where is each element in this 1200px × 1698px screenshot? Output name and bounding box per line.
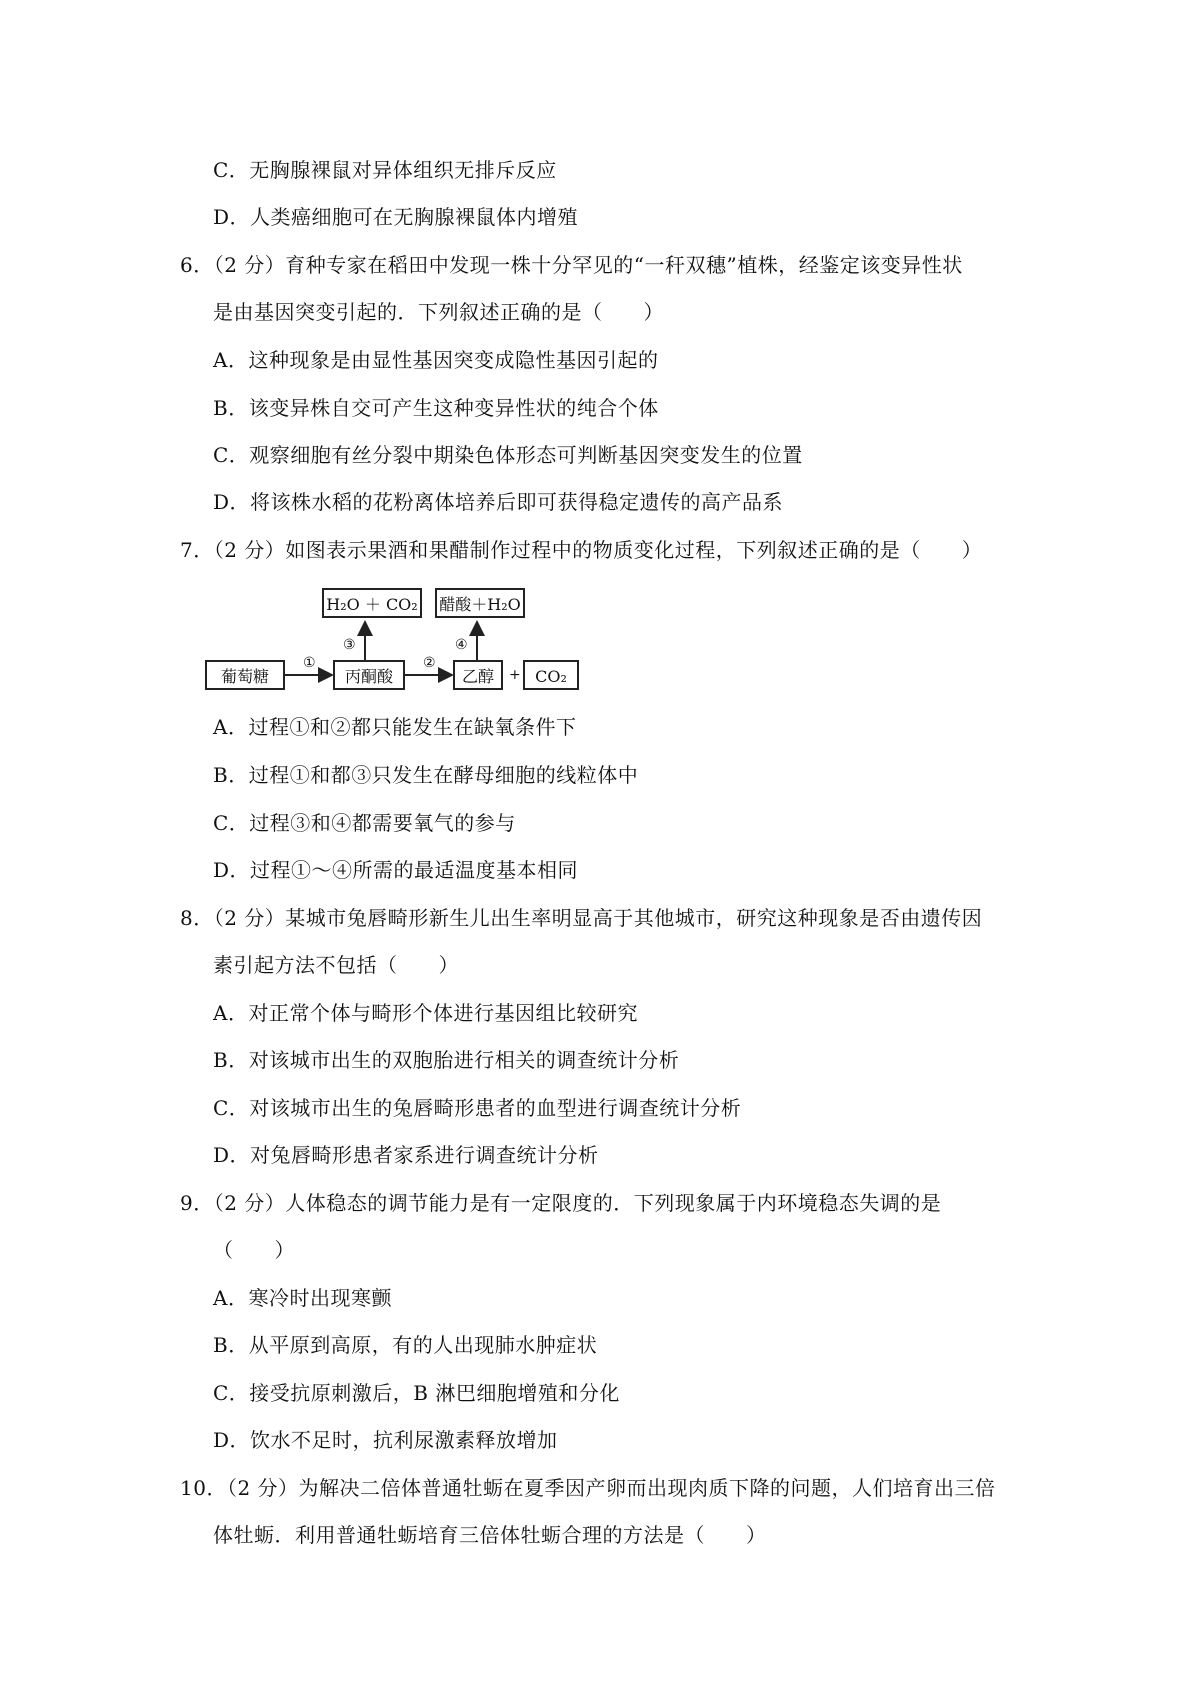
question-6-stem: 6．（2 分）育种专家在稻田中发现一株十分罕见的“一秆双穗”植株，经鉴定该变异性状 xyxy=(180,253,963,277)
question-9-stem-cont: （ ） xyxy=(213,1238,295,1262)
question-8-stem-cont: 素引起方法不包括（ ） xyxy=(213,953,459,977)
plus-sign: + xyxy=(509,667,521,683)
question-8-stem: 8．（2 分）某城市兔唇畸形新生儿出生率明显高于其他城市，研究这种现象是否由遗传因 xyxy=(180,906,983,930)
pyruvate-box: 丙酮酸 xyxy=(333,660,405,690)
glucose-box: 葡萄糖 xyxy=(205,660,285,690)
option-7b: B．过程①和都③只发生在酵母细胞的线粒体中 xyxy=(213,763,639,787)
water-co2-box: H₂O ＋ CO₂ xyxy=(322,588,422,618)
option-7c: C．过程③和④都需要氧气的参与 xyxy=(213,811,516,835)
question-10-stem-cont: 体牡蛎．利用普通牡蛎培育三倍体牡蛎合理的方法是（ ） xyxy=(213,1523,767,1547)
option-8c: C．对该城市出生的兔唇畸形患者的血型进行调查统计分析 xyxy=(213,1096,742,1120)
step-1-label: ① xyxy=(303,655,316,671)
question-9-stem: 9．（2 分）人体稳态的调节能力是有一定限度的．下列现象属于内环境稳态失调的是 xyxy=(180,1191,942,1215)
option-7d: D．过程①～④所需的最适温度基本相同 xyxy=(213,858,579,882)
option-8b: B．对该城市出生的双胞胎进行相关的调查统计分析 xyxy=(213,1048,680,1072)
option-5c: C．无胸腺裸鼠对异体组织无排斥反应 xyxy=(213,158,557,182)
option-8d: D．对兔唇畸形患者家系进行调查统计分析 xyxy=(213,1143,599,1167)
step-3-label: ③ xyxy=(343,637,356,653)
option-6b: B．该变异株自交可产生这种变异性状的纯合个体 xyxy=(213,396,659,420)
acetic-water-box: 醋酸＋H₂O xyxy=(435,588,525,618)
step-4-label: ④ xyxy=(455,637,468,653)
question-7-stem: 7．（2 分）如图表示果酒和果醋制作过程中的物质变化过程，下列叙述正确的是（ ） xyxy=(180,538,983,562)
option-6d: D．将该株水稻的花粉离体培养后即可获得稳定遗传的高产品系 xyxy=(213,490,784,514)
option-5d: D．人类癌细胞可在无胸腺裸鼠体内增殖 xyxy=(213,205,579,229)
option-7a: A．过程①和②都只能发生在缺氧条件下 xyxy=(213,715,577,739)
option-9d: D．饮水不足时，抗利尿激素释放增加 xyxy=(213,1428,558,1452)
ethanol-box: 乙醇 xyxy=(453,660,503,690)
option-6a: A．这种现象是由显性基因突变成隐性基因引起的 xyxy=(213,348,659,372)
option-9b: B．从平原到高原，有的人出现肺水肿症状 xyxy=(213,1333,598,1357)
option-9c: C．接受抗原刺激后，B 淋巴细胞增殖和分化 xyxy=(213,1381,620,1405)
option-8a: A．对正常个体与畸形个体进行基因组比较研究 xyxy=(213,1001,638,1025)
option-9a: A．寒冷时出现寒颤 xyxy=(213,1286,392,1310)
step-2-label: ② xyxy=(423,655,436,671)
question-10-stem: 10．（2 分）为解决二倍体普通牡蛎在夏季因产卵而出现肉质下降的问题，人们培育出三倍 xyxy=(180,1476,996,1500)
question-6-stem-cont: 是由基因突变引起的．下列叙述正确的是（ ） xyxy=(213,300,664,324)
fermentation-diagram xyxy=(205,580,595,700)
co2-box: CO₂ xyxy=(523,660,579,690)
option-6c: C．观察细胞有丝分裂中期染色体形态可判断基因突变发生的位置 xyxy=(213,443,803,467)
